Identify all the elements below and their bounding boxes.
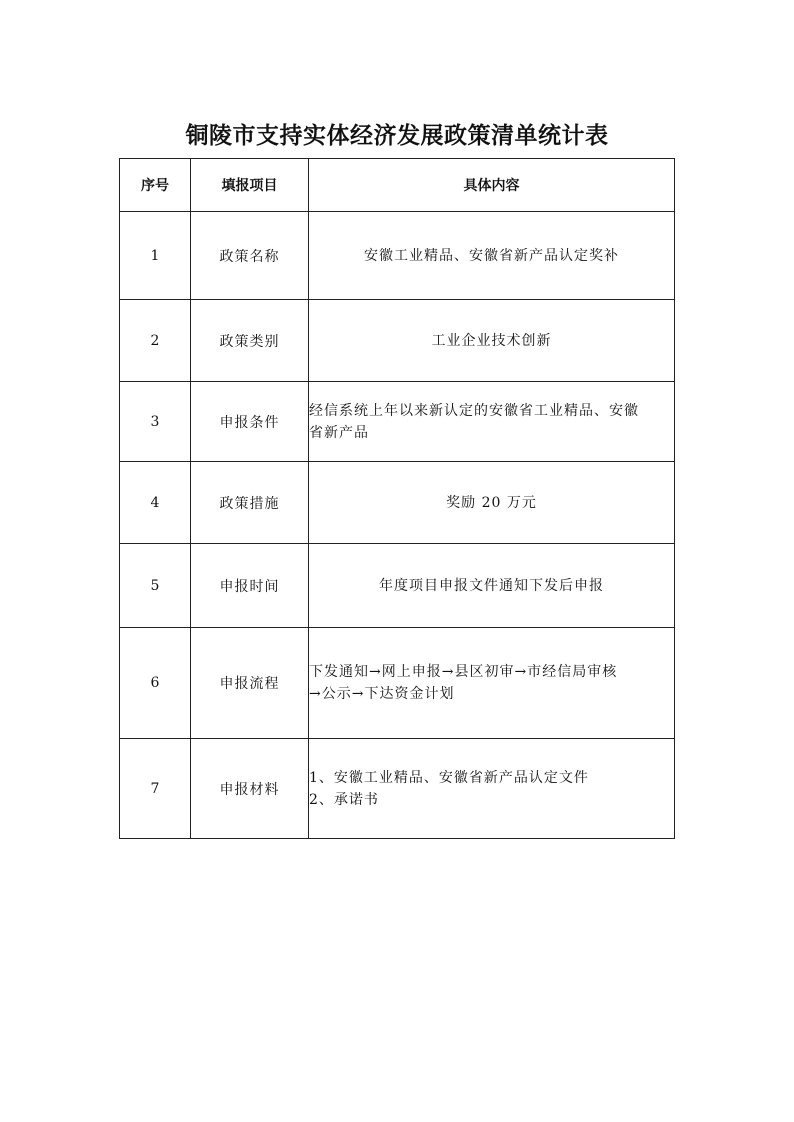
content-line: 下发通知→网上申报→县区初审→市经信局审核 [309, 664, 618, 680]
content-line: 2、承诺书 [309, 791, 379, 808]
table-row [120, 628, 675, 739]
row-number: 7 [120, 739, 191, 839]
content-line: 省新产品 [309, 424, 369, 441]
row-content [309, 628, 675, 739]
page-title: 铜陵市支持实体经济发展政策清单统计表 [185, 122, 609, 149]
row-item: 政策名称 [191, 212, 309, 300]
row-content [309, 544, 675, 628]
row-number: 4 [120, 462, 191, 544]
row-item: 申报条件 [191, 382, 309, 462]
row-number: 5 [120, 544, 191, 628]
table-row [120, 462, 675, 544]
table-row [120, 739, 675, 839]
content-line: 经信系统上年以来新认定的安徽省工业精品、安徽 [309, 402, 639, 419]
row-number: 2 [120, 300, 191, 382]
row-item: 申报材料 [191, 739, 309, 839]
row-content [309, 300, 675, 382]
table-row [120, 300, 675, 382]
table-header-row [120, 159, 675, 212]
content-line: 安徽工业精品、安徽省新产品认定奖补 [364, 247, 619, 264]
content-line: 1、安徽工业精品、安徽省新产品认定文件 [309, 769, 589, 786]
row-item: 申报时间 [191, 544, 309, 628]
row-item: 政策措施 [191, 462, 309, 544]
row-content [309, 739, 675, 839]
table-row [120, 212, 675, 300]
header-no: 序号 [120, 159, 191, 212]
row-content [309, 212, 675, 300]
content-line: 工业企业技术创新 [431, 332, 552, 349]
table-row [120, 544, 675, 628]
header-item: 填报项目 [191, 159, 309, 212]
content-line: →公示→下达资金计划 [309, 686, 455, 702]
row-number: 6 [120, 628, 191, 739]
row-item: 政策类别 [191, 300, 309, 382]
row-number: 3 [120, 382, 191, 462]
row-number: 1 [120, 212, 191, 300]
row-content [309, 382, 675, 462]
row-content [309, 462, 675, 544]
header-content: 具体内容 [309, 159, 675, 212]
table-row [120, 382, 675, 462]
content-line: 年度项目申报文件通知下发后申报 [379, 577, 604, 594]
content-line: 奖励 20 万元 [446, 494, 537, 511]
row-item: 申报流程 [191, 628, 309, 739]
policy-table [119, 158, 675, 839]
